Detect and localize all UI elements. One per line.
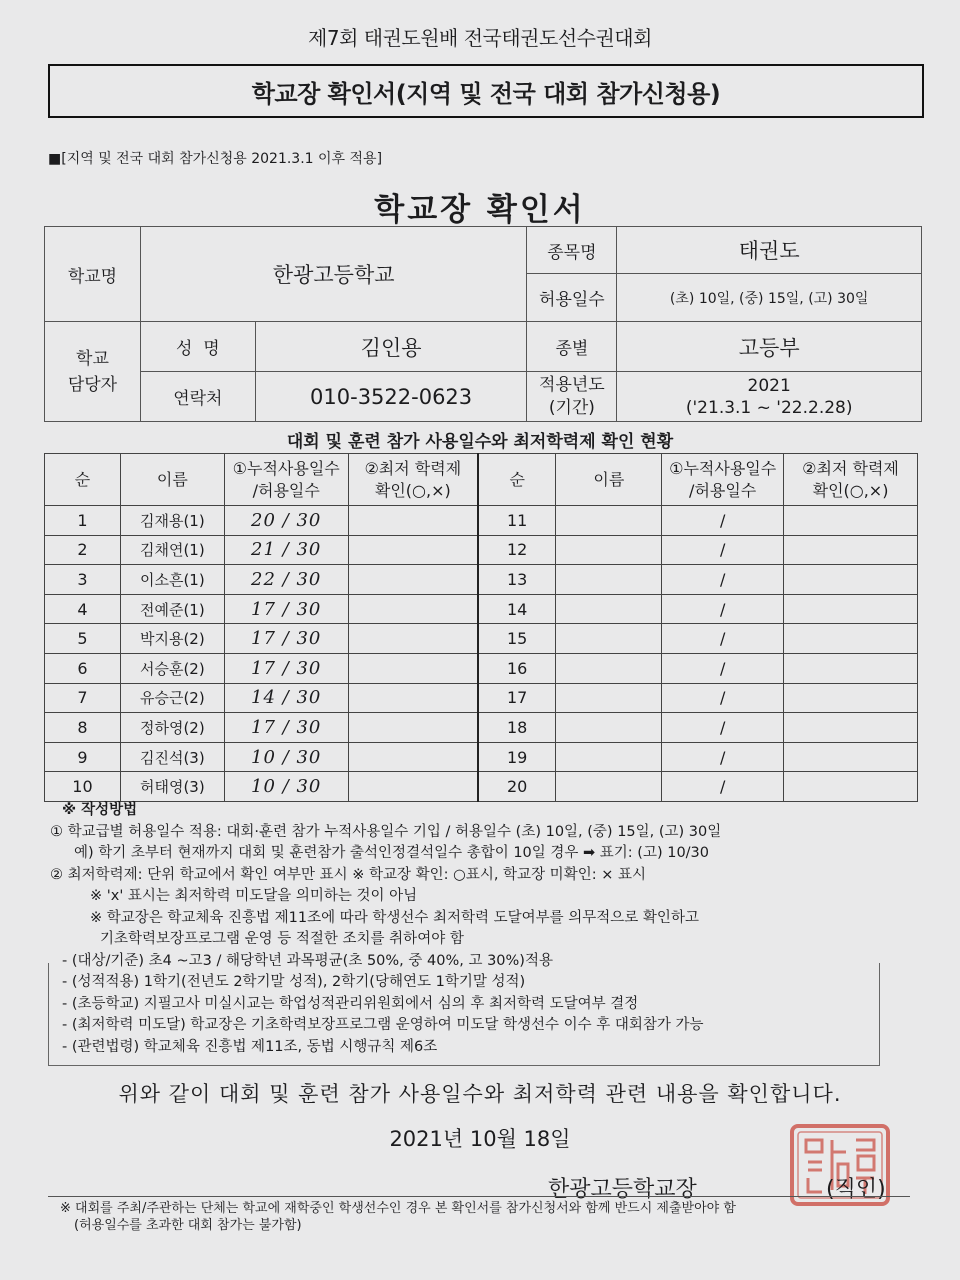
row-no-right: 18 [478, 713, 556, 743]
col-name: 이름 [120, 454, 224, 506]
row-name: 서승훈(2) [120, 653, 224, 683]
row-days: 22 / 30 [224, 565, 348, 595]
col-name-right: 이름 [556, 454, 662, 506]
usage-rows [45, 506, 918, 802]
table-row [45, 506, 918, 536]
row-days: 10 / 30 [224, 772, 348, 802]
table-row [45, 683, 918, 713]
method-line-9: - (초등학교) 지필고사 미실시교는 학업성적관리위원회에서 심의 후 최저학력 도달여부 결정 [62, 995, 639, 1012]
row-academic [348, 565, 478, 595]
row-no-right: 12 [478, 535, 556, 565]
row-academic [348, 742, 478, 772]
row-name-right [556, 565, 662, 595]
footnote-line-2: (허용일수를 초과한 대회 참가는 불가함) [74, 1218, 302, 1233]
writing-method [50, 800, 932, 1058]
competition-title: 제7회 태권도원배 전국태권도선수권대회 [308, 26, 652, 50]
col-days: ①누적사용일수 /허용일수 [224, 454, 348, 506]
row-academic-right [784, 653, 918, 683]
row-no: 9 [45, 742, 121, 772]
method-line-8: - (성적적용) 1학기(전년도 2학기말 성적), 2학기(당해연도 1학기말 성적) [62, 974, 526, 990]
row-academic [348, 506, 478, 536]
footnote-line-1: ※ 대회를 주최/주관하는 단체는 학교에 재학중인 학생선수인 경우 본 확인서를 참가신청서와 함께 반드시 제출받아야 함 [60, 1201, 736, 1216]
row-academic-right [784, 506, 918, 536]
row-no: 4 [45, 594, 121, 624]
row-days-right: / [662, 683, 784, 713]
row-no: 6 [45, 653, 121, 683]
footnote-divider [48, 1196, 910, 1197]
row-no: 3 [45, 565, 121, 595]
row-no: 8 [45, 713, 121, 743]
col-no-right: 순 [478, 454, 556, 506]
period-value: ('21.3.1 ~ '22.2.28) [685, 397, 853, 418]
allowed-days-value: (초) 10일, (중) 15일, (고) 30일 [617, 274, 922, 322]
table-row [45, 772, 918, 802]
method-line-4: ※ 'x' 표시는 최저학력 미도달을 의미하는 것이 아님 [90, 888, 418, 904]
row-name: 박지용(2) [120, 624, 224, 654]
name-label: 성 명 [140, 322, 255, 372]
footnote [60, 1200, 736, 1234]
row-academic-right [784, 594, 918, 624]
row-no-right: 13 [478, 565, 556, 595]
year-label: 적용년도 (기간) [527, 372, 617, 422]
row-days-right: / [662, 594, 784, 624]
table-row [45, 624, 918, 654]
row-name-right [556, 594, 662, 624]
year-cell [617, 372, 922, 422]
section-title: 대회 및 훈련 참가 사용일수와 최저학력제 확인 현황 [286, 432, 674, 452]
row-name: 유승근(2) [120, 683, 224, 713]
row-academic-right [784, 713, 918, 743]
row-no-right: 15 [478, 624, 556, 654]
event-label: 종목명 [527, 227, 617, 274]
table-row [45, 565, 918, 595]
row-name: 허태영(3) [120, 772, 224, 802]
confirmation-statement: 위와 같이 대회 및 훈련 참가 사용일수와 최저학력 관련 내용을 확인합니다. [118, 1082, 842, 1106]
principal-name: 한광고등학교장 [548, 1177, 697, 1202]
row-academic [348, 624, 478, 654]
row-academic [348, 653, 478, 683]
row-no-right: 11 [478, 506, 556, 536]
col-no: 순 [45, 454, 121, 506]
table-row [45, 535, 918, 565]
row-name-right [556, 683, 662, 713]
row-no-right: 17 [478, 683, 556, 713]
seal-label: (직인) [826, 1177, 886, 1202]
row-academic-right [784, 535, 918, 565]
row-academic-right [784, 565, 918, 595]
row-no: 10 [45, 772, 121, 802]
row-days-right: / [662, 506, 784, 536]
row-name-right [556, 653, 662, 683]
row-academic [348, 713, 478, 743]
row-no: 5 [45, 624, 121, 654]
row-days-right: / [662, 772, 784, 802]
row-days: 17 / 30 [224, 624, 348, 654]
row-name-right [556, 713, 662, 743]
allowed-days-label: 허용일수 [527, 274, 617, 322]
method-line-11: - (관련법령) 학교체육 진흥법 제11조, 동법 시행규칙 제6조 [62, 1038, 438, 1055]
school-info-table [44, 226, 922, 422]
row-no: 2 [45, 535, 121, 565]
school-value: 한광고등학교 [140, 227, 526, 322]
row-academic [348, 683, 478, 713]
row-no-right: 16 [478, 653, 556, 683]
contact-label: 연락처 [140, 372, 255, 422]
manager-label: 학교 담당자 [45, 322, 141, 422]
method-line-1: ① 학교급별 허용일수 적용: 대회·훈련 참가 누적사용일수 기입 / 허용일수 (초) 10일, (중) 15일, (고) 30일 [50, 823, 722, 840]
row-name-right [556, 535, 662, 565]
event-value: 태권도 [617, 227, 922, 274]
table-row [45, 742, 918, 772]
row-name-right [556, 506, 662, 536]
row-no: 1 [45, 506, 121, 536]
table-row [45, 713, 918, 743]
row-days: 20 / 30 [224, 506, 348, 536]
row-name-right [556, 772, 662, 802]
class-label: 종별 [527, 322, 617, 372]
method-line-10: - (최저학력 미도달) 학교장은 기초학력보장프로그램 운영하여 미도달 학생선수 이수 후 대회참가 가능 [62, 1017, 704, 1033]
usage-table [44, 453, 918, 802]
row-days-right: / [662, 713, 784, 743]
row-days-right: / [662, 742, 784, 772]
row-academic [348, 594, 478, 624]
row-days: 17 / 30 [224, 594, 348, 624]
name-value: 김인용 [255, 322, 527, 372]
method-line-3: ② 최저학력제: 단위 학교에서 확인 여부만 표시 ※ 학교장 확인: ○표시, 학교장 미확인: × 표시 [50, 866, 646, 883]
row-days: 17 / 30 [224, 653, 348, 683]
col-academic-right: ②최저 학력제 확인(○,×) [784, 454, 918, 506]
row-days-right: / [662, 653, 784, 683]
row-name: 정하영(2) [120, 713, 224, 743]
class-value: 고등부 [617, 322, 922, 372]
year-value: 2021 [747, 375, 791, 396]
method-line-5: ※ 학교장은 학교체육 진흥법 제11조에 따라 학생선수 최저학력 도달여부를 의무적으로 확인하고 [90, 909, 699, 926]
row-academic-right [784, 742, 918, 772]
row-name: 전예준(1) [120, 594, 224, 624]
row-no: 7 [45, 683, 121, 713]
row-days: 10 / 30 [224, 742, 348, 772]
row-days-right: / [662, 535, 784, 565]
row-days: 21 / 30 [224, 535, 348, 565]
applicability-note: ■[지역 및 전국 대회 참가신청용 2021.3.1 이후 적용] [48, 151, 383, 167]
col-days-right: ①누적사용일수 /허용일수 [662, 454, 784, 506]
method-line-2: 예) 학기 초부터 현재까지 대회 및 훈련참가 출석인정결석일수 총합이 10일 경우 ➡ 표기: (고) 10/30 [74, 845, 710, 861]
row-no-right: 19 [478, 742, 556, 772]
col-academic: ②최저 학력제 확인(○,×) [348, 454, 478, 506]
row-name: 김재용(1) [120, 506, 224, 536]
table-row [45, 653, 918, 683]
contact-value: 010-3522-0623 [255, 372, 527, 422]
method-line-6: 기초학력보장프로그램 운영 등 적절한 조치를 취하여야 함 [100, 931, 464, 947]
row-no-right: 14 [478, 594, 556, 624]
row-days: 17 / 30 [224, 713, 348, 743]
method-title: ※ 작성방법 [62, 802, 138, 818]
row-name-right [556, 624, 662, 654]
row-name: 이소흔(1) [120, 565, 224, 595]
boxed-document-title: 학교장 확인서(지역 및 전국 대회 참가신청용) [48, 64, 924, 118]
row-academic-right [784, 624, 918, 654]
row-academic [348, 535, 478, 565]
method-line-7: - (대상/기준) 초4 ~고3 / 해당학년 과목평균(초 50%, 중 40%, 고 30%)적용 [62, 952, 553, 969]
issue-date: 2021년 10월 18일 [389, 1127, 571, 1151]
row-name-right [556, 742, 662, 772]
row-name: 김진석(3) [120, 742, 224, 772]
row-days: 14 / 30 [224, 683, 348, 713]
row-days-right: / [662, 624, 784, 654]
row-days-right: / [662, 565, 784, 595]
row-name: 김채연(1) [120, 535, 224, 565]
main-title: 학교장 확인서 [374, 192, 586, 228]
row-no-right: 20 [478, 772, 556, 802]
school-label: 학교명 [45, 227, 141, 322]
row-academic [348, 772, 478, 802]
row-academic-right [784, 772, 918, 802]
row-academic-right [784, 683, 918, 713]
table-row [45, 594, 918, 624]
